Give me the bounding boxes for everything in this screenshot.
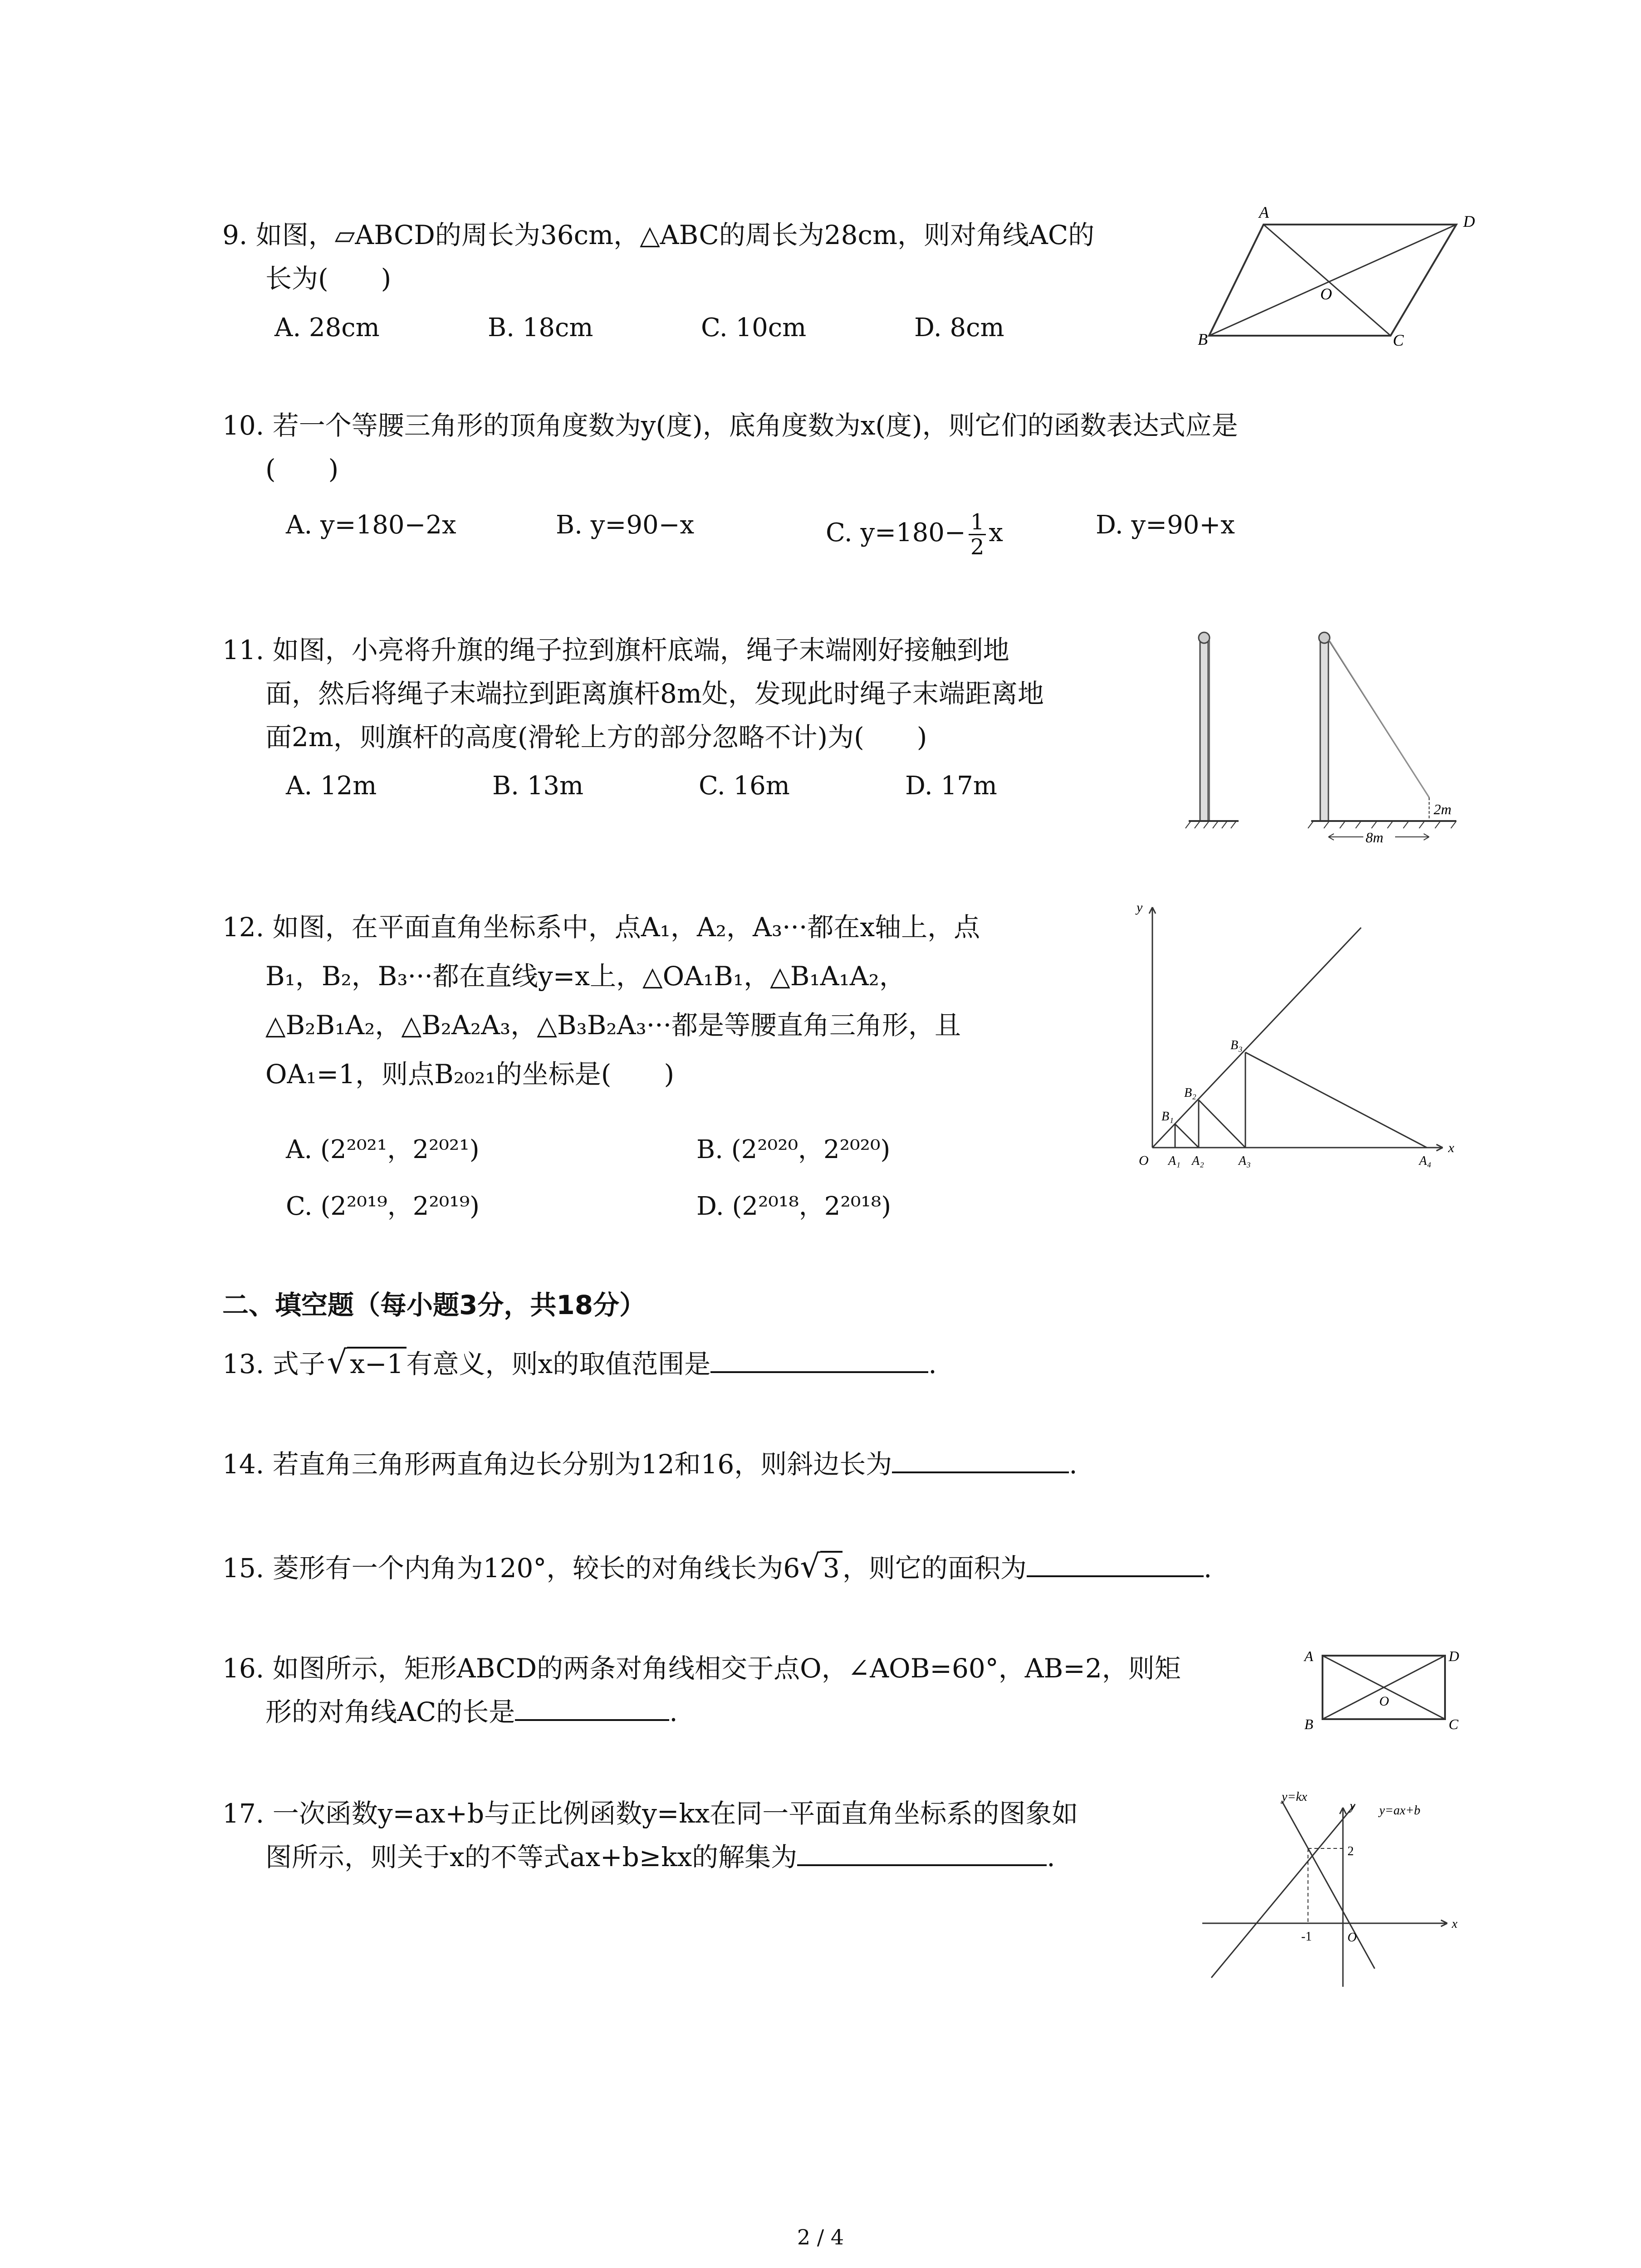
choice-b[interactable]: B. y=90−x <box>556 510 695 540</box>
fraction-tail: x <box>989 518 1003 547</box>
label-a2: A₂ <box>1192 1154 1204 1168</box>
choice-d[interactable]: D. 17m <box>905 771 997 801</box>
answer-blank[interactable] <box>892 1444 1069 1473</box>
choice-a[interactable]: A. 28cm <box>274 313 380 342</box>
parallelogram-figure <box>1198 200 1479 354</box>
radicand: x−1 <box>347 1347 406 1379</box>
line-kx-label: y=kx <box>1282 1790 1308 1804</box>
answer-blank[interactable] <box>797 1837 1047 1866</box>
label-b1: B₁ <box>1161 1110 1174 1124</box>
question-text: ( ) <box>265 454 339 484</box>
question-end: . <box>1047 1842 1055 1872</box>
question-16 <box>222 1647 1293 1734</box>
line-axb-label: y=ax+b <box>1379 1804 1421 1818</box>
y-tick-2: 2 <box>1347 1844 1354 1858</box>
label-b: B <box>1304 1716 1313 1732</box>
question-text: 长为( ) <box>265 263 392 294</box>
question-text: 面2m，则旗杆的高度(滑轮上方的部分忽略不计)为( ) <box>265 722 927 753</box>
coordinate-figure <box>1125 894 1465 1175</box>
question-text: △B₂B₁A₂，△B₂A₂A₃，△B₃B₂A₃···都是等腰直角三角形，且 <box>265 1010 961 1041</box>
square-root <box>800 1545 843 1590</box>
choice-d[interactable]: D. y=90+x <box>1096 510 1235 540</box>
label-a: A <box>1304 1648 1313 1664</box>
choice-c[interactable]: C. 10cm <box>701 313 807 342</box>
choice-a[interactable]: A. (2²⁰²¹，2²⁰²¹) <box>286 1135 480 1164</box>
label-o: O <box>1379 1694 1389 1709</box>
rectangle-figure <box>1298 1642 1461 1746</box>
choice-b[interactable]: B. 18cm <box>488 313 593 342</box>
question-number: 16. <box>222 1653 265 1684</box>
choice-c[interactable]: C. 16m <box>699 771 790 801</box>
axis-y-label: y <box>1136 900 1143 915</box>
question-text: OA₁=1，则点B₂₀₂₁的坐标是( ) <box>265 1059 675 1090</box>
function-graph-figure <box>1193 1787 1474 1991</box>
question-text: B₁，B₂，B₃···都在直线y=x上，△OA₁B₁，△B₁A₁A₂， <box>265 961 906 992</box>
x-tick-neg1: -1 <box>1301 1930 1312 1944</box>
label-a: A <box>1259 203 1269 221</box>
question-text: 一次函数y=ax+b与正比例函数y=kx在同一平面直角坐标系的图象如 <box>272 1798 1078 1829</box>
fraction-numerator: 1 <box>969 510 986 535</box>
question-number: 9. <box>222 220 248 250</box>
choice-b[interactable]: B. (2²⁰²⁰，2²⁰²⁰) <box>696 1135 891 1164</box>
question-15 <box>222 1545 1493 1590</box>
axis-y-label: y <box>1350 1799 1356 1813</box>
question-text: 若直角三角形两直角边长分别为12和16，则斜边长为 <box>272 1449 892 1480</box>
choice-a[interactable]: A. y=180−2x <box>286 510 456 540</box>
question-text: ，则它的面积为 <box>842 1553 1027 1584</box>
question-end: . <box>1069 1449 1078 1480</box>
question-text: 面，然后将绳子末端拉到距离旗杆8m处，发现此时绳子末端距离地 <box>265 678 1044 709</box>
radical-sign: √ <box>327 1344 348 1381</box>
question-end: . <box>669 1696 678 1727</box>
choice-a[interactable]: A. 12m <box>286 771 377 801</box>
question-text: 如图所示，矩形ABCD的两条对角线相交于点O，∠AOB=60°，AB=2，则矩 <box>272 1653 1181 1684</box>
axis-x-label: x <box>1452 1917 1458 1931</box>
question-9 <box>222 213 1198 300</box>
question-text: 式子 <box>272 1349 325 1379</box>
question-10 <box>222 404 1493 491</box>
choice-c[interactable] <box>826 510 1003 559</box>
question-text: 有意义，则x的取值范围是 <box>406 1349 711 1379</box>
section-heading: 二、填空题（每小题3分，共18分） <box>222 1290 646 1320</box>
distance-label: 8m <box>1366 829 1384 846</box>
choice-d[interactable]: D. 8cm <box>914 313 1004 342</box>
choice-d[interactable]: D. (2²⁰¹⁸，2²⁰¹⁸) <box>696 1192 892 1221</box>
label-d: D <box>1463 212 1475 230</box>
label-b2: B₂ <box>1184 1086 1196 1100</box>
question-14 <box>222 1442 1447 1486</box>
label-a3: A₃ <box>1239 1154 1251 1168</box>
question-13 <box>222 1340 1447 1386</box>
question-end: . <box>928 1349 937 1379</box>
question-number: 12. <box>222 912 265 943</box>
question-text: 菱形有一个内角为120°，较长的对角线长为6 <box>272 1553 800 1584</box>
answer-blank[interactable] <box>515 1692 669 1721</box>
question-12 <box>222 903 1112 1099</box>
question-text: 若一个等腰三角形的顶角度数为y(度)，底角度数为x(度)，则它们的函数表达式应是 <box>272 410 1238 441</box>
question-17 <box>222 1792 1211 1879</box>
question-11 <box>222 628 1198 759</box>
radical-sign: √ <box>800 1548 820 1585</box>
label-a4: A₄ <box>1419 1154 1431 1168</box>
page-number: 2 / 4 <box>797 2225 844 2249</box>
fraction <box>969 510 986 559</box>
question-number: 10. <box>222 410 265 441</box>
question-number: 13. <box>222 1349 265 1379</box>
height-label: 2m <box>1434 801 1452 817</box>
answer-blank[interactable] <box>710 1344 928 1373</box>
question-text: 如图，▱ABCD的周长为36cm，△ABC的周长为28cm，则对角线AC的 <box>255 220 1095 250</box>
fraction-denominator: 2 <box>970 534 985 560</box>
square-root <box>327 1340 407 1386</box>
question-text: 图所示，则关于x的不等式ax+b≥kx的解集为 <box>265 1842 798 1872</box>
choice-c-text: C. y=180− <box>826 518 966 547</box>
label-o: O <box>1320 285 1332 303</box>
origin-label: O <box>1347 1931 1357 1945</box>
question-text: 形的对角线AC的长是 <box>265 1696 515 1727</box>
question-text: 如图，小亮将升旗的绳子拉到旗杆底端，绳子末端刚好接触到地 <box>272 635 1009 665</box>
choice-b[interactable]: B. 13m <box>492 771 584 801</box>
origin-label: O <box>1139 1153 1149 1168</box>
answer-blank[interactable] <box>1027 1548 1204 1577</box>
label-a1: A₁ <box>1168 1154 1181 1168</box>
question-end: . <box>1203 1553 1212 1584</box>
radicand: 3 <box>820 1551 843 1584</box>
label-b: B <box>1198 330 1208 348</box>
flagpole-figure <box>1184 621 1465 848</box>
label-c: C <box>1449 1716 1459 1732</box>
label-d: D <box>1449 1648 1460 1664</box>
label-b3: B₃ <box>1230 1038 1243 1052</box>
label-c: C <box>1393 331 1404 349</box>
question-number: 11. <box>222 635 265 665</box>
question-text: 如图，在平面直角坐标系中，点A₁，A₂，A₃···都在x轴上，点 <box>272 912 980 943</box>
question-number: 17. <box>222 1798 265 1829</box>
choice-c[interactable]: C. (2²⁰¹⁹，2²⁰¹⁹) <box>286 1192 480 1221</box>
axis-x-label: x <box>1448 1140 1455 1155</box>
question-number: 14. <box>222 1449 265 1480</box>
question-number: 15. <box>222 1553 265 1584</box>
